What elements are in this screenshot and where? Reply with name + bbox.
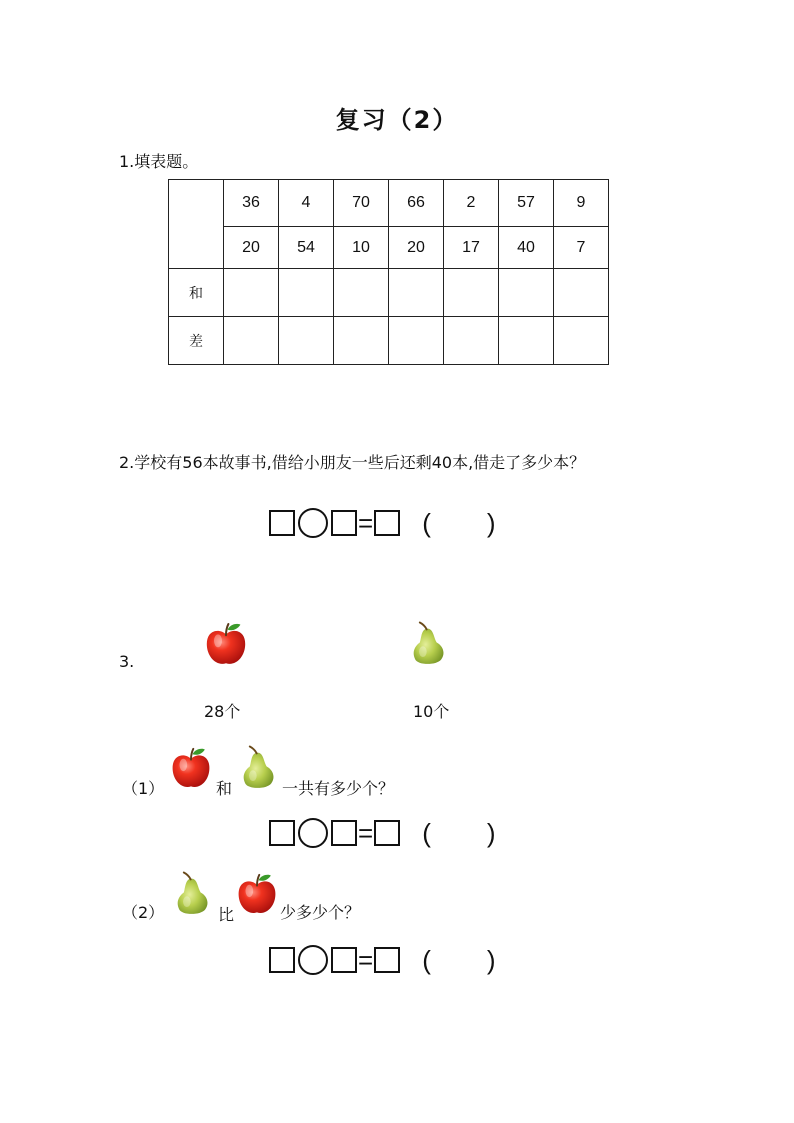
open-paren: ( [422, 818, 431, 848]
open-paren: ( [422, 508, 431, 538]
answer-cell[interactable] [334, 269, 389, 317]
result-box[interactable] [374, 947, 400, 973]
table-cell: 20 [224, 227, 279, 269]
apple-icon [168, 744, 214, 792]
q3-sub1-equation [269, 818, 496, 848]
q3-sub1-question: 一共有多少个？ [282, 779, 395, 798]
apple-icon [234, 870, 280, 918]
q3-sub1-number: （1） [122, 779, 165, 798]
pear-icon [170, 870, 216, 918]
close-paren: ) [486, 818, 496, 848]
table-cell: 40 [499, 227, 554, 269]
pear-count: 10个 [413, 702, 450, 721]
result-box[interactable] [374, 510, 400, 536]
open-paren: ( [422, 945, 431, 975]
table-cell: 10 [334, 227, 389, 269]
q3-sub2-joiner: 比 [218, 905, 235, 924]
apple-count: 28个 [204, 702, 241, 721]
equals-sign: = [358, 818, 374, 848]
table-cell: 36 [224, 180, 279, 227]
q3-sub2-equation [269, 945, 496, 975]
q1-label: 1.填表题。 [119, 152, 199, 171]
q3-sub1-joiner: 和 [216, 779, 233, 798]
table-row-difference [169, 317, 609, 365]
table-cell: 2 [444, 180, 499, 227]
blank-box[interactable] [331, 947, 357, 973]
table-cell: 70 [334, 180, 389, 227]
q3-label: 3. [119, 652, 135, 671]
blank-box[interactable] [269, 947, 295, 973]
close-paren: ) [486, 508, 496, 538]
answer-cell[interactable] [334, 317, 389, 365]
q3-sub2-question: 少多少个？ [280, 903, 361, 922]
pear-icon [236, 744, 282, 792]
answer-cell[interactable] [554, 317, 609, 365]
sum-label: 和 [169, 269, 224, 317]
operator-circle[interactable] [298, 945, 328, 975]
table-row [169, 227, 609, 269]
pear-icon [406, 620, 452, 668]
q3-sub2-number: （2） [122, 903, 165, 922]
table-cell: 17 [444, 227, 499, 269]
answer-cell[interactable] [389, 269, 444, 317]
equals-sign: = [358, 508, 374, 538]
table-row [169, 180, 609, 227]
answer-cell[interactable] [499, 269, 554, 317]
answer-cell[interactable] [389, 317, 444, 365]
blank-box[interactable] [269, 510, 295, 536]
table-cell: 4 [279, 180, 334, 227]
answer-cell[interactable] [279, 269, 334, 317]
table-corner-cell [169, 180, 224, 269]
fill-table [168, 179, 609, 365]
table-row-sum [169, 269, 609, 317]
close-paren: ) [486, 945, 496, 975]
q2-equation [269, 508, 496, 538]
answer-cell[interactable] [554, 269, 609, 317]
table-cell: 9 [554, 180, 609, 227]
operator-circle[interactable] [298, 818, 328, 848]
table-cell: 54 [279, 227, 334, 269]
blank-box[interactable] [331, 820, 357, 846]
answer-cell[interactable] [499, 317, 554, 365]
table-cell: 66 [389, 180, 444, 227]
page-title: 复习（2） [335, 106, 459, 134]
answer-cell[interactable] [279, 317, 334, 365]
answer-cell[interactable] [444, 317, 499, 365]
answer-cell[interactable] [224, 317, 279, 365]
table-cell: 57 [499, 180, 554, 227]
table-cell: 7 [554, 227, 609, 269]
apple-icon [202, 620, 250, 668]
result-box[interactable] [374, 820, 400, 846]
equals-sign: = [358, 945, 374, 975]
difference-label: 差 [169, 317, 224, 365]
table-cell: 20 [389, 227, 444, 269]
blank-box[interactable] [331, 510, 357, 536]
answer-cell[interactable] [224, 269, 279, 317]
blank-box[interactable] [269, 820, 295, 846]
answer-cell[interactable] [444, 269, 499, 317]
operator-circle[interactable] [298, 508, 328, 538]
q2-text: 2.学校有56本故事书,借给小朋友一些后还剩40本,借走了多少本？ [119, 453, 586, 472]
